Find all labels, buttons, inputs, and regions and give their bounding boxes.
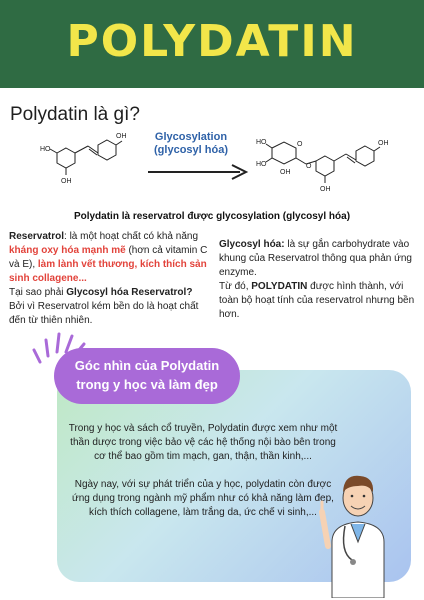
- bubble-heading: Góc nhìn của Polydatin trong y học và làm đẹp: [74, 358, 220, 392]
- card-text: [68, 422, 338, 534]
- section-title: Polydatin là gì?: [10, 104, 140, 125]
- polydatin-structure: [266, 142, 380, 183]
- glycosylation-label: Glycosylation (glycosyl hóa): [154, 131, 228, 156]
- mol2-link-o: O: [306, 163, 312, 170]
- mol2-ho-left2: HO: [256, 161, 267, 168]
- card-paragraph-2: Ngày nay, với sự phát triển của y học, polydatin còn được ứng dụng trong ngành mỹ phẩm như có khả năng làm đẹp, kích thích collagene, làm trắng da, ức chế vi sinh,...: [72, 479, 334, 518]
- mol1-oh-bottom: OH: [61, 178, 72, 185]
- mol2-oh-bottom: OH: [320, 186, 331, 193]
- mol2-ring-o: O: [297, 141, 303, 148]
- reaction-caption: Polydatin là reservatrol được glycosylation (glycosyl hóa): [73, 211, 351, 222]
- mol1-ho-left: HO: [40, 146, 51, 153]
- resveratrol-structure: [50, 140, 122, 175]
- mol2-oh-top: OH: [378, 140, 389, 147]
- mol1-oh-top: OH: [116, 133, 127, 140]
- mol2-oh-sugar: OH: [280, 169, 291, 176]
- doctor-illustration: [318, 462, 398, 598]
- card-paragraph-1: Trong y học và sách cổ truyền, Polydatin được xem như một thần dược trong việc bảo vệ các hệ thống nội bào bên trong cơ thể bao gồm tim mạch, gan, thận, thần kinh,...: [68, 423, 338, 462]
- mol2-ho-left1: HO: [256, 139, 267, 146]
- resveratrol-description: Reservatrol: là một hoạt chất có khả năng kháng oxy hóa mạnh mẽ (hơn cả vitamin C và E), làm lành vết thương, kích thích sản sinh collagene... Tại sao phải Glycosyl hóa Reservatrol? Bởi vì Reservatrol kém bền do là hoạt chất đến từ thiên nhiên.: [9, 231, 208, 326]
- glycosylation-description: Glycosyl hóa: là sự gắn carbohydrate vào khung của Reservatrol thông qua phản ứng enzyme. Từ đó, POLYDATIN được hình thành, với toàn bộ hoạt tính của reservatrol nhưng bền hơn.: [219, 239, 415, 320]
- page-title: POLYDATIN: [66, 16, 358, 67]
